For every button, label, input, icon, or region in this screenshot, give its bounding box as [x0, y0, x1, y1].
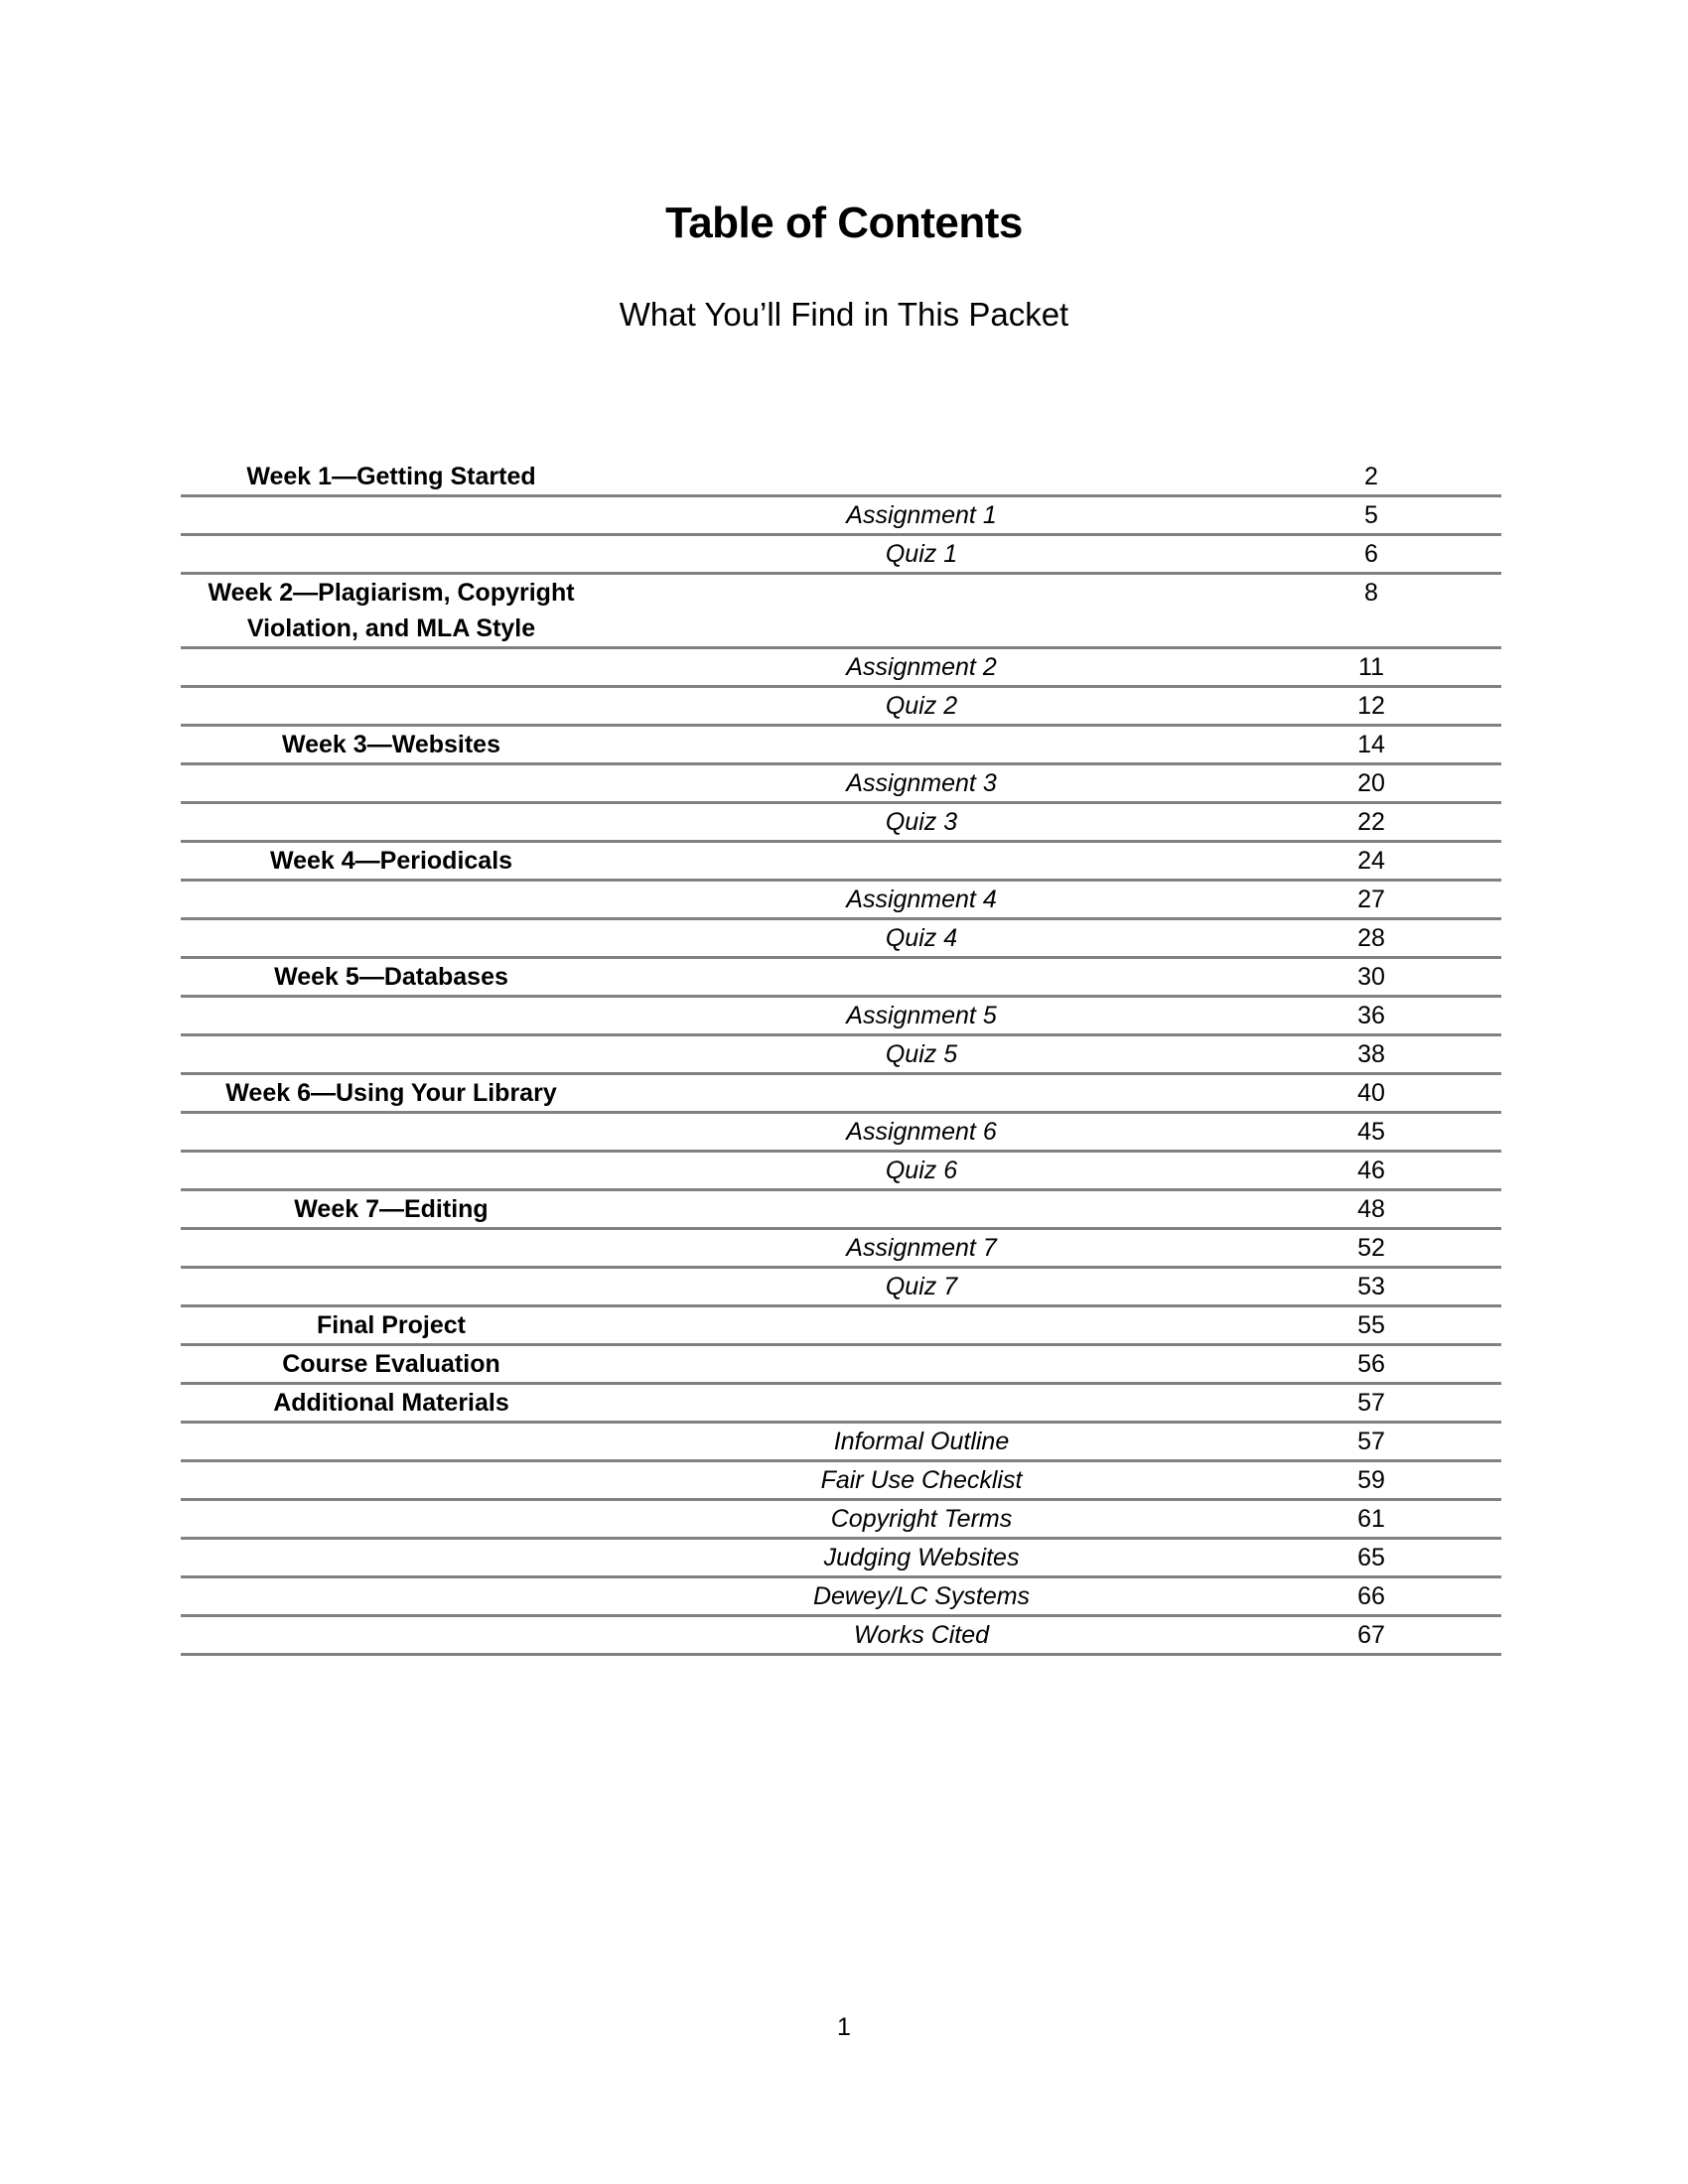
- toc-row: [181, 803, 1501, 842]
- toc-section-title: Week 5—Databases: [181, 958, 602, 997]
- toc-item-title: Assignment 7: [602, 1229, 1241, 1268]
- toc-row: [181, 1113, 1501, 1152]
- toc-item-title: Quiz 4: [602, 919, 1241, 958]
- toc-row: [181, 881, 1501, 919]
- toc-section-title: [181, 535, 602, 574]
- toc-page-number: 57: [1241, 1423, 1501, 1461]
- toc-item-title: Quiz 5: [602, 1035, 1241, 1074]
- toc-row: [181, 1461, 1501, 1500]
- toc-page-number: 36: [1241, 997, 1501, 1035]
- toc-item-title: Assignment 6: [602, 1113, 1241, 1152]
- toc-section-title: Week 1—Getting Started: [181, 459, 602, 496]
- toc-page-number: 6: [1241, 535, 1501, 574]
- toc-item-title: [602, 726, 1241, 764]
- toc-row: [181, 1306, 1501, 1345]
- toc-row: [181, 1384, 1501, 1423]
- toc-page-number: 65: [1241, 1539, 1501, 1577]
- toc-row: [181, 919, 1501, 958]
- toc-section-title: [181, 1229, 602, 1268]
- toc-row: [181, 1539, 1501, 1577]
- toc-item-title: Quiz 1: [602, 535, 1241, 574]
- toc-section-title: [181, 1035, 602, 1074]
- toc-row: [181, 958, 1501, 997]
- toc-page-number: 14: [1241, 726, 1501, 764]
- toc-item-title: [602, 574, 1241, 648]
- toc-item-title: [602, 958, 1241, 997]
- toc-page-number: 56: [1241, 1345, 1501, 1384]
- toc-item-title: [602, 1384, 1241, 1423]
- toc-section-title: Final Project: [181, 1306, 602, 1345]
- toc-page-number: 2: [1241, 459, 1501, 496]
- toc-page-number: 46: [1241, 1152, 1501, 1190]
- toc-item-title: [602, 1306, 1241, 1345]
- toc-section-title: Week 3—Websites: [181, 726, 602, 764]
- toc-page-number: 24: [1241, 842, 1501, 881]
- toc-item-title: [602, 842, 1241, 881]
- toc-item-title: Quiz 7: [602, 1268, 1241, 1306]
- toc-page-number: 57: [1241, 1384, 1501, 1423]
- toc-row: [181, 687, 1501, 726]
- toc-section-title: Week 4—Periodicals: [181, 842, 602, 881]
- toc-page-number: 5: [1241, 496, 1501, 535]
- toc-item-title: Dewey/LC Systems: [602, 1577, 1241, 1616]
- toc-item-title: Copyright Terms: [602, 1500, 1241, 1539]
- toc-row: [181, 997, 1501, 1035]
- toc-row: [181, 1500, 1501, 1539]
- toc-page-number: 20: [1241, 764, 1501, 803]
- toc-page-number: 48: [1241, 1190, 1501, 1229]
- toc-item-title: Assignment 2: [602, 648, 1241, 687]
- toc-section-title: [181, 1461, 602, 1500]
- toc-page-number: 61: [1241, 1500, 1501, 1539]
- toc-section-title: Week 7—Editing: [181, 1190, 602, 1229]
- toc-row: [181, 459, 1501, 496]
- toc-item-title: Fair Use Checklist: [602, 1461, 1241, 1500]
- toc-section-title: [181, 1113, 602, 1152]
- toc-section-title: [181, 1539, 602, 1577]
- toc-page-number: 22: [1241, 803, 1501, 842]
- toc-row: [181, 1229, 1501, 1268]
- toc-item-title: [602, 459, 1241, 496]
- toc-row: [181, 1345, 1501, 1384]
- toc-item-title: Assignment 4: [602, 881, 1241, 919]
- toc-row: [181, 1423, 1501, 1461]
- toc-section-title: [181, 881, 602, 919]
- toc-row: [181, 1190, 1501, 1229]
- toc-row: [181, 1268, 1501, 1306]
- toc-item-title: Quiz 6: [602, 1152, 1241, 1190]
- page-title: Table of Contents: [665, 199, 1023, 247]
- toc-item-title: Assignment 3: [602, 764, 1241, 803]
- toc-section-title: [181, 919, 602, 958]
- toc-item-title: [602, 1190, 1241, 1229]
- toc-section-title: Additional Materials: [181, 1384, 602, 1423]
- toc-row: [181, 726, 1501, 764]
- toc-section-title: [181, 997, 602, 1035]
- toc-page-number: 59: [1241, 1461, 1501, 1500]
- toc-row: [181, 496, 1501, 535]
- toc-page-number: 45: [1241, 1113, 1501, 1152]
- toc-row: [181, 1074, 1501, 1113]
- toc-item-title: [602, 1345, 1241, 1384]
- toc-page-number: 11: [1241, 648, 1501, 687]
- toc-item-title: [602, 1074, 1241, 1113]
- toc-item-title: Assignment 1: [602, 496, 1241, 535]
- toc-row: [181, 842, 1501, 881]
- toc-row: [181, 1577, 1501, 1616]
- toc-section-title: [181, 1268, 602, 1306]
- toc-section-title: [181, 1152, 602, 1190]
- toc-section-title: [181, 1577, 602, 1616]
- toc-row: [181, 1035, 1501, 1074]
- toc-row: [181, 1616, 1501, 1655]
- toc-section-title: [181, 496, 602, 535]
- toc-section-title: [181, 687, 602, 726]
- toc-item-title: Quiz 2: [602, 687, 1241, 726]
- toc-page-number: 8: [1241, 574, 1501, 648]
- page-number: 1: [837, 2013, 851, 2041]
- toc-section-title: [181, 1500, 602, 1539]
- toc-section-title: Week 6—Using Your Library: [181, 1074, 602, 1113]
- toc-body: [181, 459, 1501, 1655]
- toc-row: [181, 1152, 1501, 1190]
- toc-page-number: 67: [1241, 1616, 1501, 1655]
- toc-page-number: 53: [1241, 1268, 1501, 1306]
- toc-item-title: Judging Websites: [602, 1539, 1241, 1577]
- toc-page-number: 55: [1241, 1306, 1501, 1345]
- toc-section-title: Week 2—Plagiarism, Copyright Violation, and MLA Style: [181, 574, 602, 648]
- toc-page-number: 38: [1241, 1035, 1501, 1074]
- toc-row: [181, 574, 1501, 648]
- toc-item-title: Informal Outline: [602, 1423, 1241, 1461]
- toc-section-title: [181, 648, 602, 687]
- toc-section-title: [181, 1616, 602, 1655]
- toc-item-title: Quiz 3: [602, 803, 1241, 842]
- toc-section-title: [181, 764, 602, 803]
- toc-row: [181, 535, 1501, 574]
- toc-section-title: [181, 803, 602, 842]
- toc-row: [181, 648, 1501, 687]
- toc-table: [181, 459, 1501, 1656]
- toc-item-title: Works Cited: [602, 1616, 1241, 1655]
- toc-page-number: 40: [1241, 1074, 1501, 1113]
- toc-page-number: 30: [1241, 958, 1501, 997]
- page-subtitle: What You’ll Find in This Packet: [619, 296, 1069, 333]
- toc-page-number: 28: [1241, 919, 1501, 958]
- toc-page-number: 52: [1241, 1229, 1501, 1268]
- toc-row: [181, 764, 1501, 803]
- toc-page-number: 12: [1241, 687, 1501, 726]
- toc-section-title: [181, 1423, 602, 1461]
- toc-page-number: 66: [1241, 1577, 1501, 1616]
- toc-section-title: Course Evaluation: [181, 1345, 602, 1384]
- toc-item-title: Assignment 5: [602, 997, 1241, 1035]
- toc-page-number: 27: [1241, 881, 1501, 919]
